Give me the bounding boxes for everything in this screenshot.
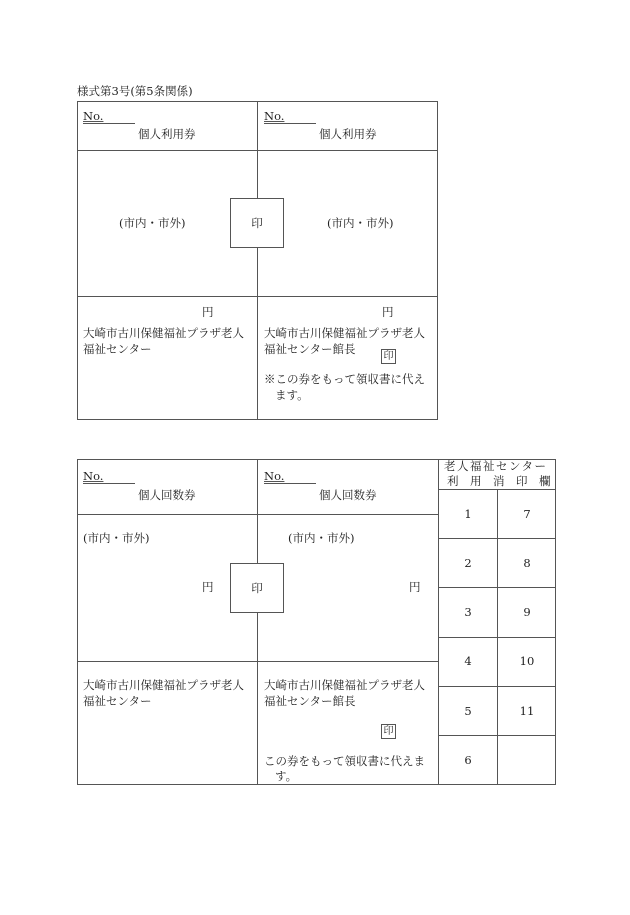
ticket-title: 個人回数券 (138, 488, 196, 502)
area-option: (市内・市外) (327, 216, 394, 230)
usage-cell: 4 (464, 654, 472, 668)
usage-cell: 2 (464, 556, 472, 570)
issuer-name-cont: 福祉センター館長 (264, 694, 356, 708)
issuer-name: 大崎市古川保健福祉プラザ老人 (264, 326, 425, 340)
seal-char: 印 (251, 581, 263, 595)
seal-stamp-box (230, 198, 284, 248)
seal-char: 印 (251, 216, 263, 230)
area-option: (市内・市外) (288, 531, 355, 545)
usage-cell: 9 (523, 605, 531, 619)
issuer-name-cont: 福祉センター (83, 694, 152, 708)
form-title: 様式第3号(第5条関係) (77, 84, 193, 98)
usage-cell: 7 (523, 507, 531, 521)
usage-cell: 3 (464, 605, 472, 619)
ticket-title: 個人利用券 (138, 127, 196, 141)
area-option: (市内・市外) (83, 531, 150, 545)
receipt-note-cont: ます。 (275, 388, 309, 402)
issuer-name: 大崎市古川保健福祉プラザ老人 (83, 326, 244, 340)
seal-stamp-box (230, 563, 284, 613)
amount-yen: 円 (202, 305, 214, 319)
ticket-number-label: No. (83, 109, 104, 123)
amount-yen: 円 (202, 580, 214, 594)
usage-header: 老人福祉センター (444, 459, 548, 473)
receipt-note-cont: す。 (275, 769, 298, 783)
ticket-title: 個人回数券 (319, 488, 377, 502)
ticket-number-label: No. (264, 109, 285, 123)
receipt-note: この券をもって領収書に代えま (264, 754, 425, 768)
amount-yen: 円 (382, 305, 394, 319)
director-seal-icon: 印 (381, 724, 396, 739)
issuer-name: 大崎市古川保健福祉プラザ老人 (83, 678, 244, 692)
usage-cell: 8 (523, 556, 531, 570)
usage-cell: 10 (519, 654, 535, 668)
ticket-number-label: No. (83, 469, 104, 483)
issuer-name: 大崎市古川保健福祉プラザ老人 (264, 678, 425, 692)
ticket-number-label: No. (264, 469, 285, 483)
director-seal-icon: 印 (381, 349, 396, 364)
amount-yen: 円 (409, 580, 421, 594)
receipt-note: ※この券をもって領収書に代え (264, 372, 425, 386)
usage-cell: 6 (464, 753, 472, 767)
usage-cell: 5 (464, 704, 472, 718)
ticket-title: 個人利用券 (319, 127, 377, 141)
area-option: (市内・市外) (119, 216, 186, 230)
usage-cell: 1 (464, 507, 472, 521)
usage-cell: 11 (519, 704, 535, 718)
issuer-name-cont: 福祉センター (83, 342, 152, 356)
issuer-name-cont: 福祉センター館長 (264, 342, 356, 356)
usage-header-cont: 利 用 消 印 欄 (447, 474, 551, 488)
